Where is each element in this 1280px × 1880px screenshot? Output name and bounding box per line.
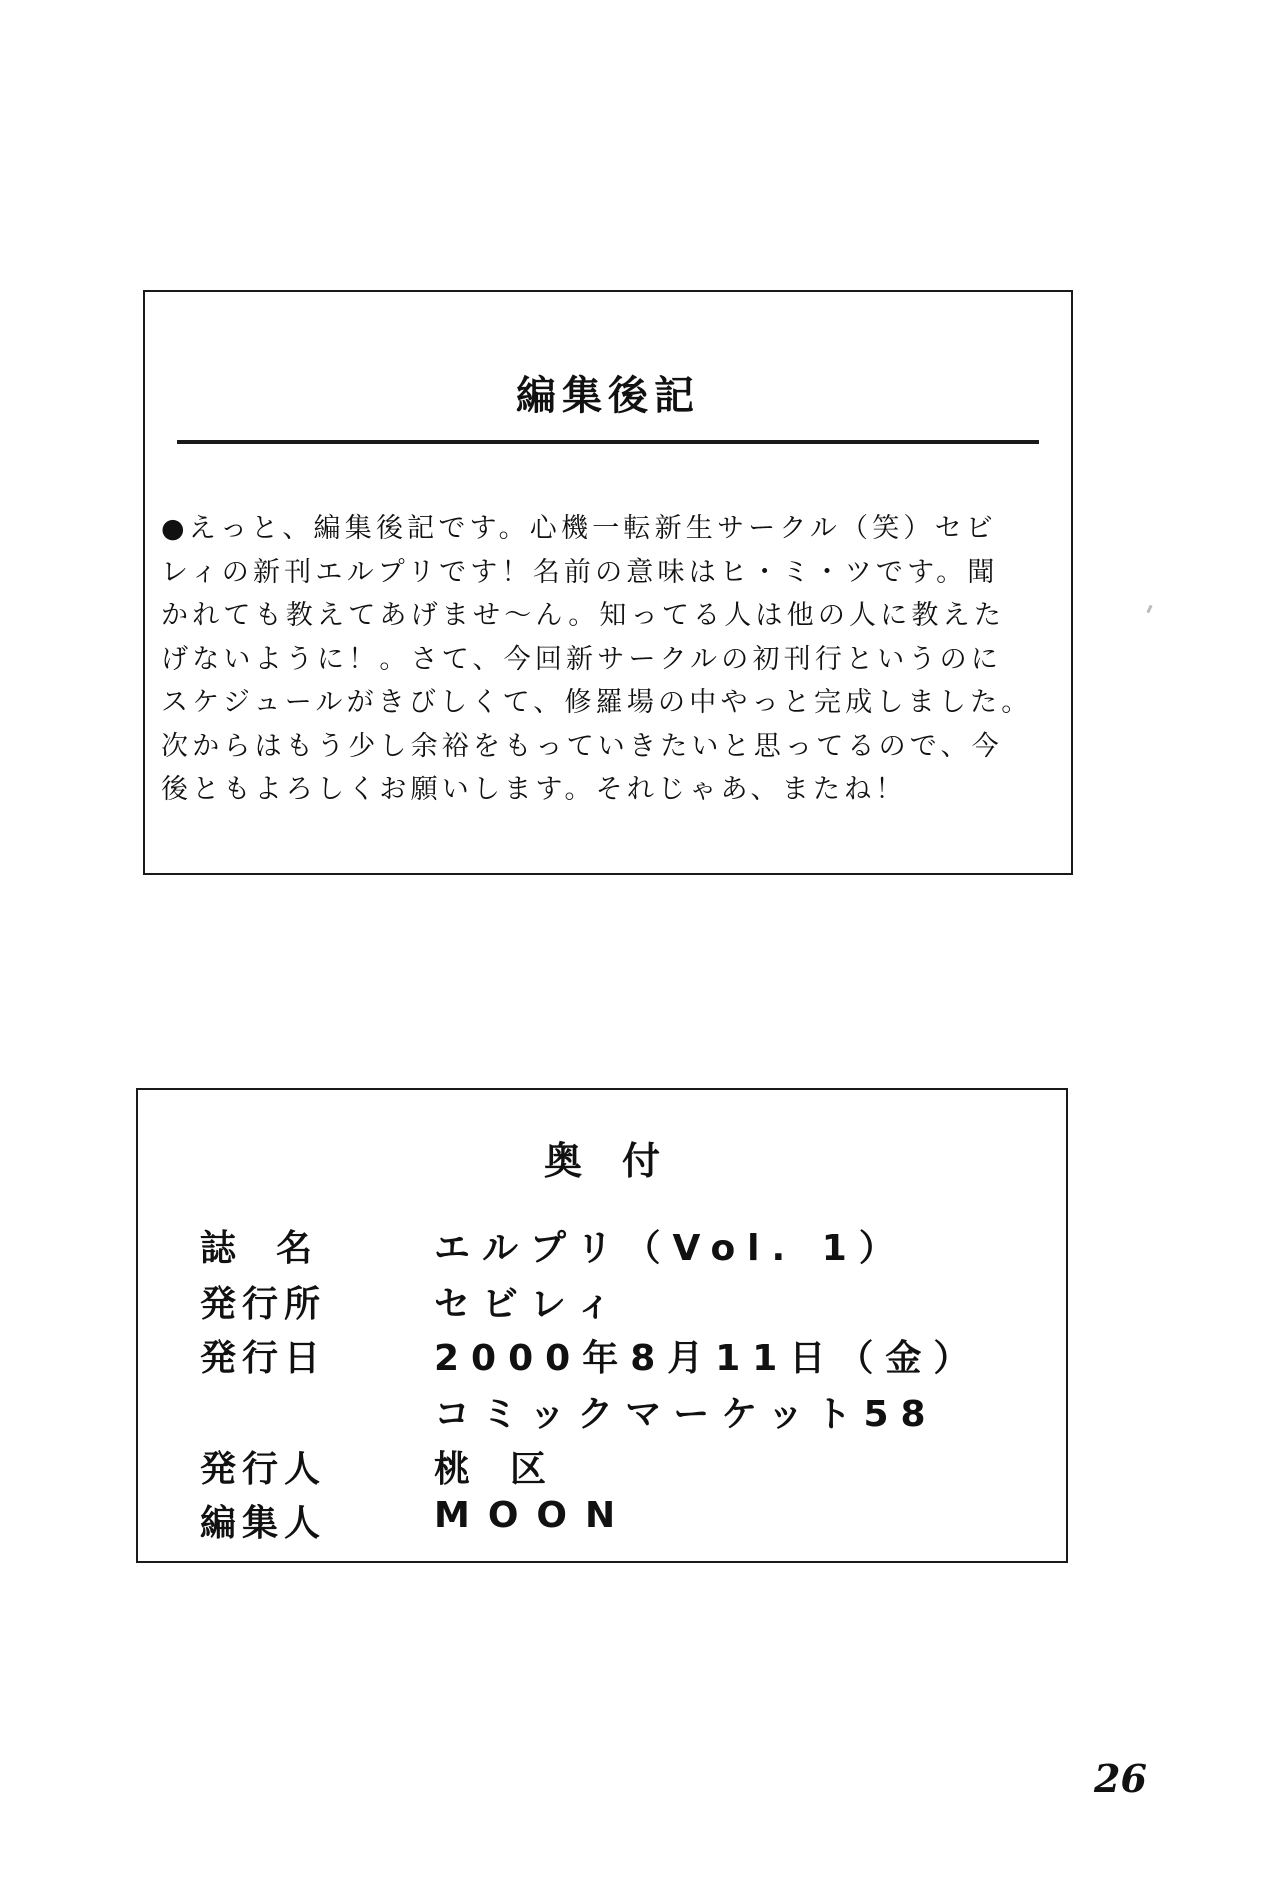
afterword-line: 後ともよろしくお願いします。それじゃあ、またね！ [161, 774, 907, 805]
afterword-line: ●えっと、編集後記です。心機一転新生サークル（笑）セビ [161, 513, 997, 544]
colophon-label: 発行日 [200, 1338, 327, 1379]
colophon-title: 奥付 [543, 1139, 700, 1183]
colophon-value: 2000年8月11日（金） [434, 1338, 982, 1379]
afterword-body [161, 507, 1055, 812]
colophon-value: エルプリ（Vol. 1） [434, 1228, 907, 1269]
scan-speck [1146, 605, 1152, 614]
afterword-line: スケジュールがきびしくて、修羅場の中やっと完成しました。 [161, 687, 1033, 718]
afterword-line: かれても教えてあげませ～ん。知ってる人は他の人に教えた [161, 600, 1006, 631]
colophon-label: 発行人 [200, 1449, 327, 1490]
afterword-box [143, 290, 1073, 875]
page-number: 26 [1094, 1756, 1147, 1801]
colophon-box [136, 1088, 1068, 1563]
colophon-label: 発行所 [200, 1284, 327, 1325]
afterword-title: 編集後記 [516, 372, 700, 419]
afterword-line: レィの新刊エルプリです！名前の意味はヒ・ミ・ツです。聞 [161, 556, 999, 588]
afterword-line: 次からはもう少し余裕をもっていきたいと思ってるので、今 [161, 730, 1003, 762]
colophon-label: 誌名 [200, 1228, 353, 1269]
colophon-value: MOON [434, 1495, 634, 1536]
colophon-value: セビレィ [434, 1284, 624, 1325]
colophon-label: 編集人 [200, 1503, 327, 1544]
title-divider [177, 440, 1039, 444]
colophon-value: コミックマーケット58 [434, 1394, 938, 1435]
afterword-line: げないように！。さて、今回新サークルの初刊行というのに [161, 643, 1003, 675]
colophon-value: 桃区 [434, 1449, 587, 1490]
